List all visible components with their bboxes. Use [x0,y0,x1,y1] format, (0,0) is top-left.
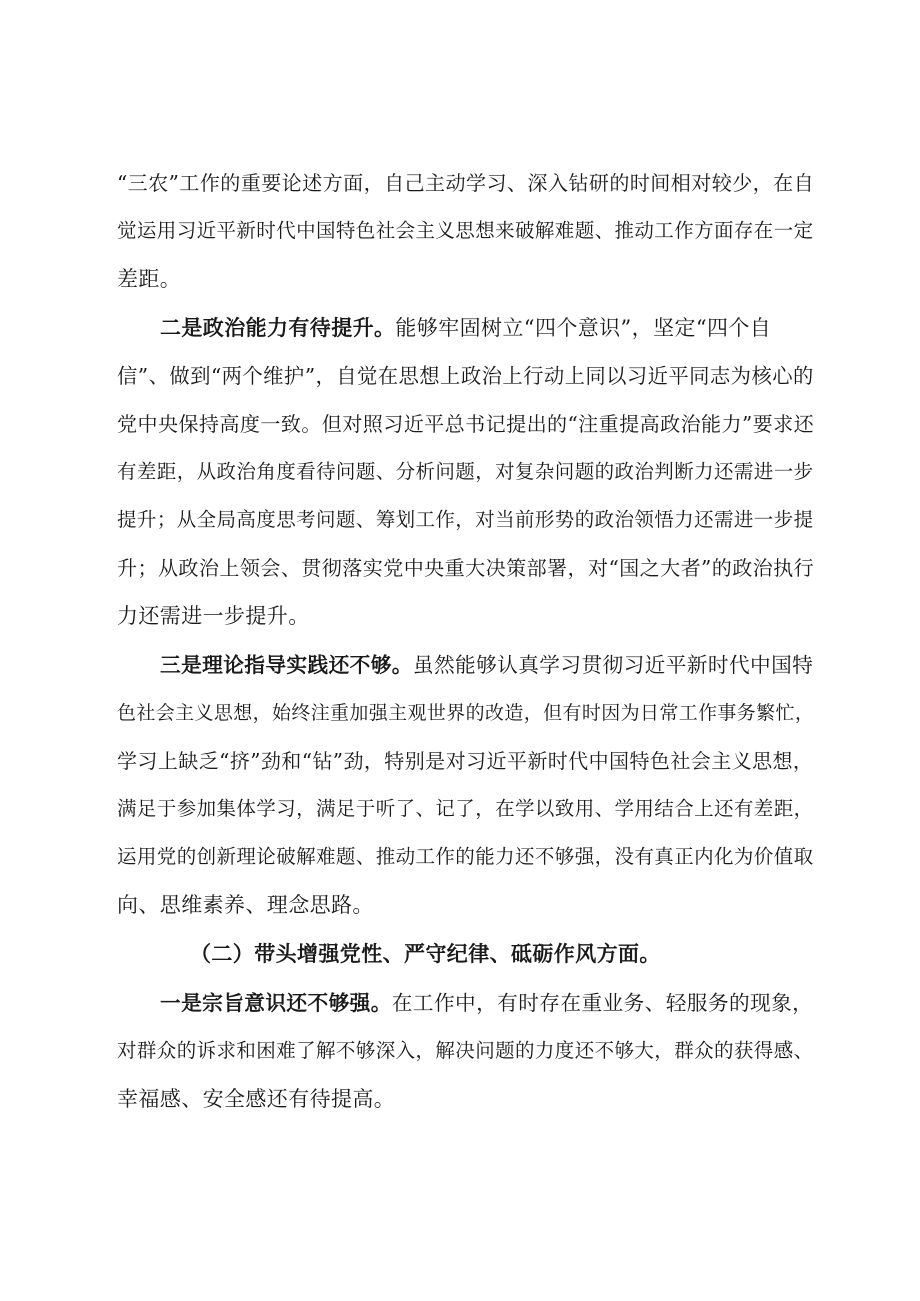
line-text: 学习上缺乏“挤”劲和“钻”劲，特别是对习近平新时代中国特色社会主义思想， [117,749,814,773]
line-text: 满足于参加集体学习，满足于听了、记了，在学以致用、学用结合上还有差距， [117,797,814,820]
paragraph-lead: 三是理论指导实践还不够。 [160,653,413,677]
body-text-line [117,553,814,583]
paragraph-start-line [160,313,771,343]
body-text-line [117,505,814,535]
line-text: “三农”工作的重要论述方面，自己主动学习、深入钻研的时间相对较少，在自 [117,171,815,195]
paragraph-start-line [160,650,813,680]
body-text-line [117,457,814,487]
body-text-line [117,746,813,776]
body-text-line [117,1036,814,1066]
line-text: 运用党的创新理论破解难题、推动工作的能力还不够强，没有真正内化为价值取 [117,845,814,868]
body-text-line [117,601,310,631]
line-text: 虽然能够认真学习贯彻习近平新时代中国特 [412,653,814,677]
paragraph-lead: 二是政治能力有待提升。 [160,315,396,340]
body-text-line [117,842,814,872]
body-text-line [117,216,814,246]
line-text: 力还需进一步提升。 [117,604,310,628]
body-text-line [117,264,181,294]
body-text-line [117,794,814,824]
line-text: 色社会主义思想，始终注重加强主观世界的改造，但有时因为日常工作事务繁忙， [117,702,815,724]
line-text: 在工作中，有时存在重业务、轻服务的现象， [391,991,814,1015]
body-text-line [117,890,374,920]
body-text-line [117,409,814,439]
line-text: 觉运用习近平新时代中国特色社会主义思想来破解难题、推动工作方面存在一定 [117,219,814,242]
body-text-line [117,698,814,728]
line-text: 提升；从全局高度思考问题、筹划工作，对当前形势的政治领悟力还需进一步提 [117,508,814,531]
line-text: 对群众的诉求和困难了解不够深入，解决问题的力度还不够大，群众的获得感、 [117,1039,814,1062]
line-text: 差距。 [117,267,182,291]
line-text: 幸福感、安全感还有待提高。 [117,1087,396,1111]
body-text-line [117,361,814,391]
body-text-line [117,168,814,198]
line-text: 能够牢固树立“四个意识”，坚定“四个自 [395,316,772,340]
line-text: 党中央保持高度一致。但对照习近平总书记提出的“注重提高政治能力”要求还 [117,412,815,436]
line-text: 有差距，从政治角度看待问题、分析问题，对复杂问题的政治判断力还需进一步 [117,460,814,483]
section-heading-text: （二）带头增强党性、严守纪律、砥砺作风方面。 [190,941,661,966]
section-heading [190,939,661,969]
body-text-line [117,1084,395,1114]
line-text: 升；从政治上领会、贯彻落实党中央重大决策部署，对“国之大者”的政治执行 [117,556,815,580]
line-text: 信”、做到“两个维护”，自觉在思想上政治上行动上同以习近平同志为核心的 [117,364,814,388]
line-text: 向、思维素养、理念思路。 [117,893,374,917]
paragraph-lead: 一是宗旨意识还不够强。 [160,991,392,1015]
paragraph-start-line [160,988,813,1018]
